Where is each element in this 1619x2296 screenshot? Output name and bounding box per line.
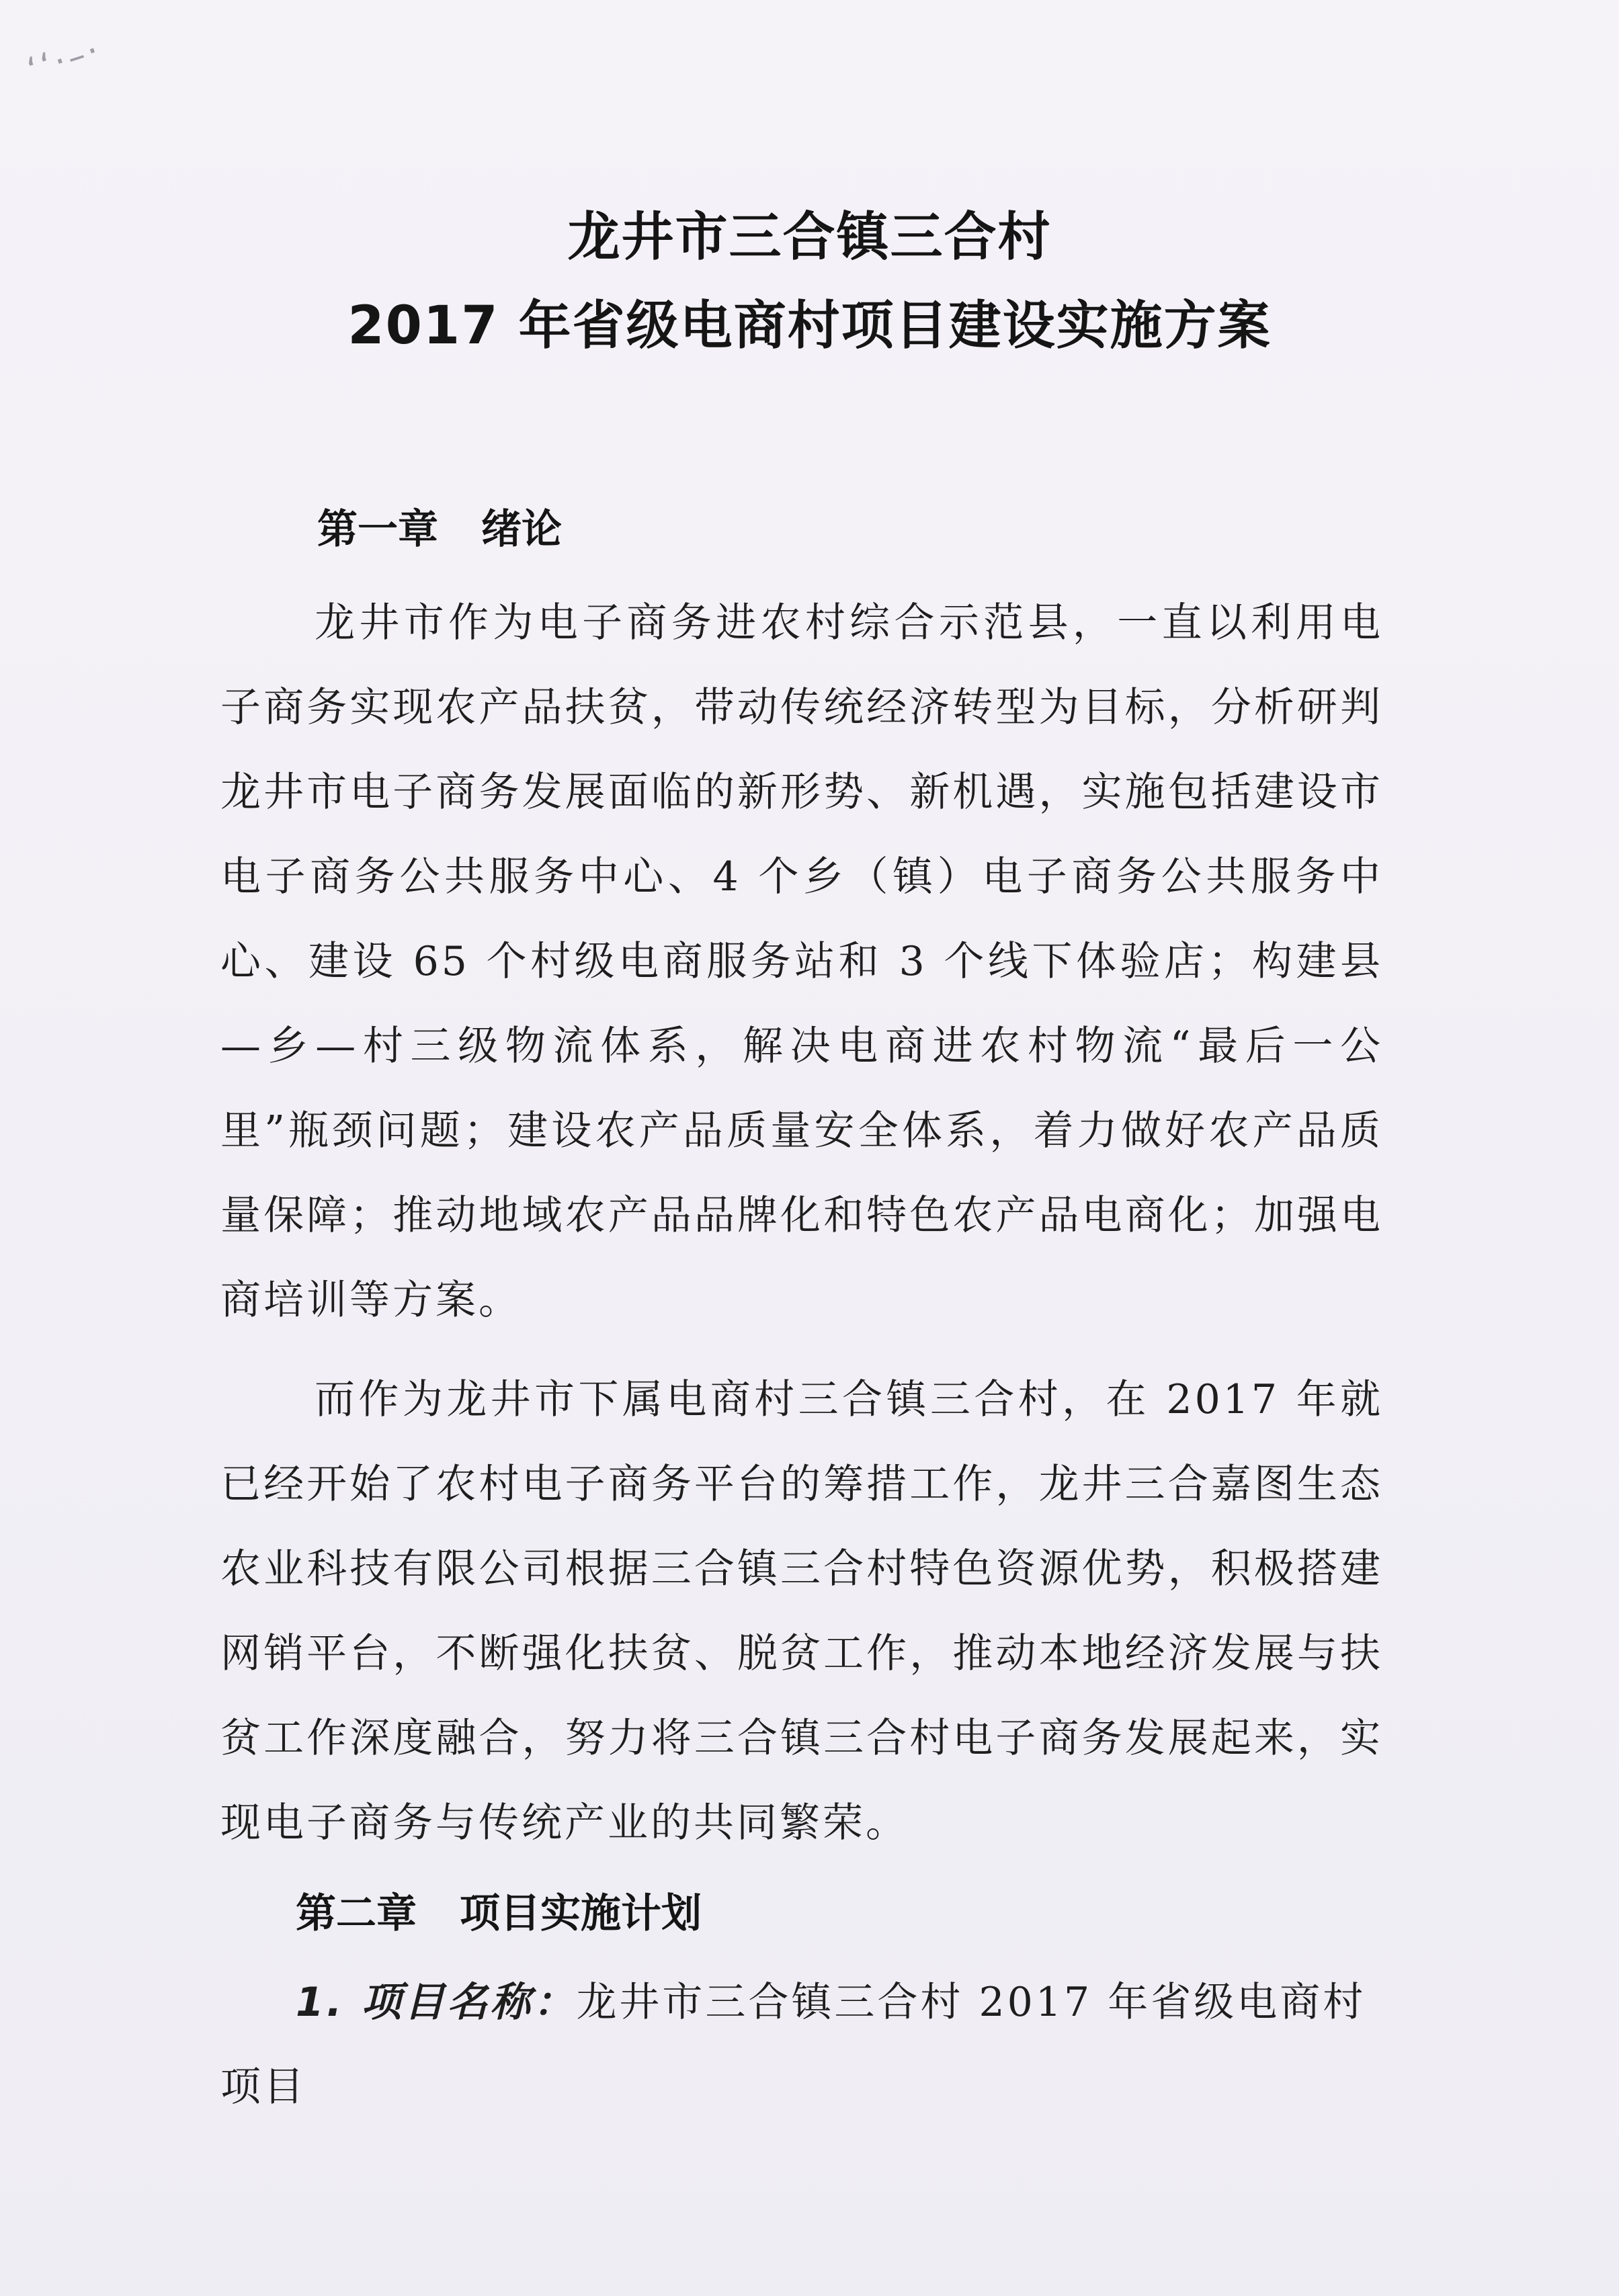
chapter-2-number: 第二章: [296, 1890, 417, 1937]
chapter-1-paragraph-2: 而作为龙井市下属电商村三合镇三合村，在 2017 年就已经开始了农村电子商务平台的筹措工作，龙井三合嘉图生态农业科技有限公司根据三合镇三合村特色资源优势，积极搭建网销平台，不断强化扶贫、脱贫工作，推动本地经济发展与扶贫工作深度融合，努力将三合镇三合村电子商务发展起来，实现电子商务与传统产业的共同繁荣。: [220, 1376, 1383, 1846]
chapter-1-number: 第一章: [317, 506, 438, 553]
chapter-2-name: 项目实施计划: [460, 1890, 702, 1937]
project-name-item: [220, 1960, 1383, 2129]
chapter-1-name: 绪论: [481, 506, 562, 553]
project-name-value: 龙井市三合镇三合村 2017 年省级电商村项目: [220, 1979, 1366, 2111]
chapter-1-paragraph-1: 龙井市作为电子商务进农村综合示范县，一直以利用电子商务实现农产品扶贫，带动传统经济转型为目标，分析研判龙井市电子商务发展面临的新形势、新机遇，实施包括建设市电子商务公共服务中心、4 个乡（镇）电子商务公共服务中心、建设 65 个村级电商服务站和 3 个线下体验店；构建县—乡—村三级物流体系，解决电商进农村物流“最后一公里”瓶颈问题；建设农产品质量安全体系，着力做好农产品质量保障；推动地域农产品品牌化和特色农产品电商化；加强电商培训等方案。: [220, 599, 1383, 1324]
project-name-label: 1. 项目名称：: [296, 1979, 577, 2026]
chapter-2-heading: [296, 1881, 702, 1939]
document-title-line-2: 2017 年省级电商村项目建设实施方案: [347, 296, 1272, 356]
document-title-line-1: 龙井市三合镇三合村: [567, 207, 1052, 267]
chapter-1-heading: [317, 497, 562, 555]
scan-mark: ‘‘·–·: [22, 30, 107, 91]
